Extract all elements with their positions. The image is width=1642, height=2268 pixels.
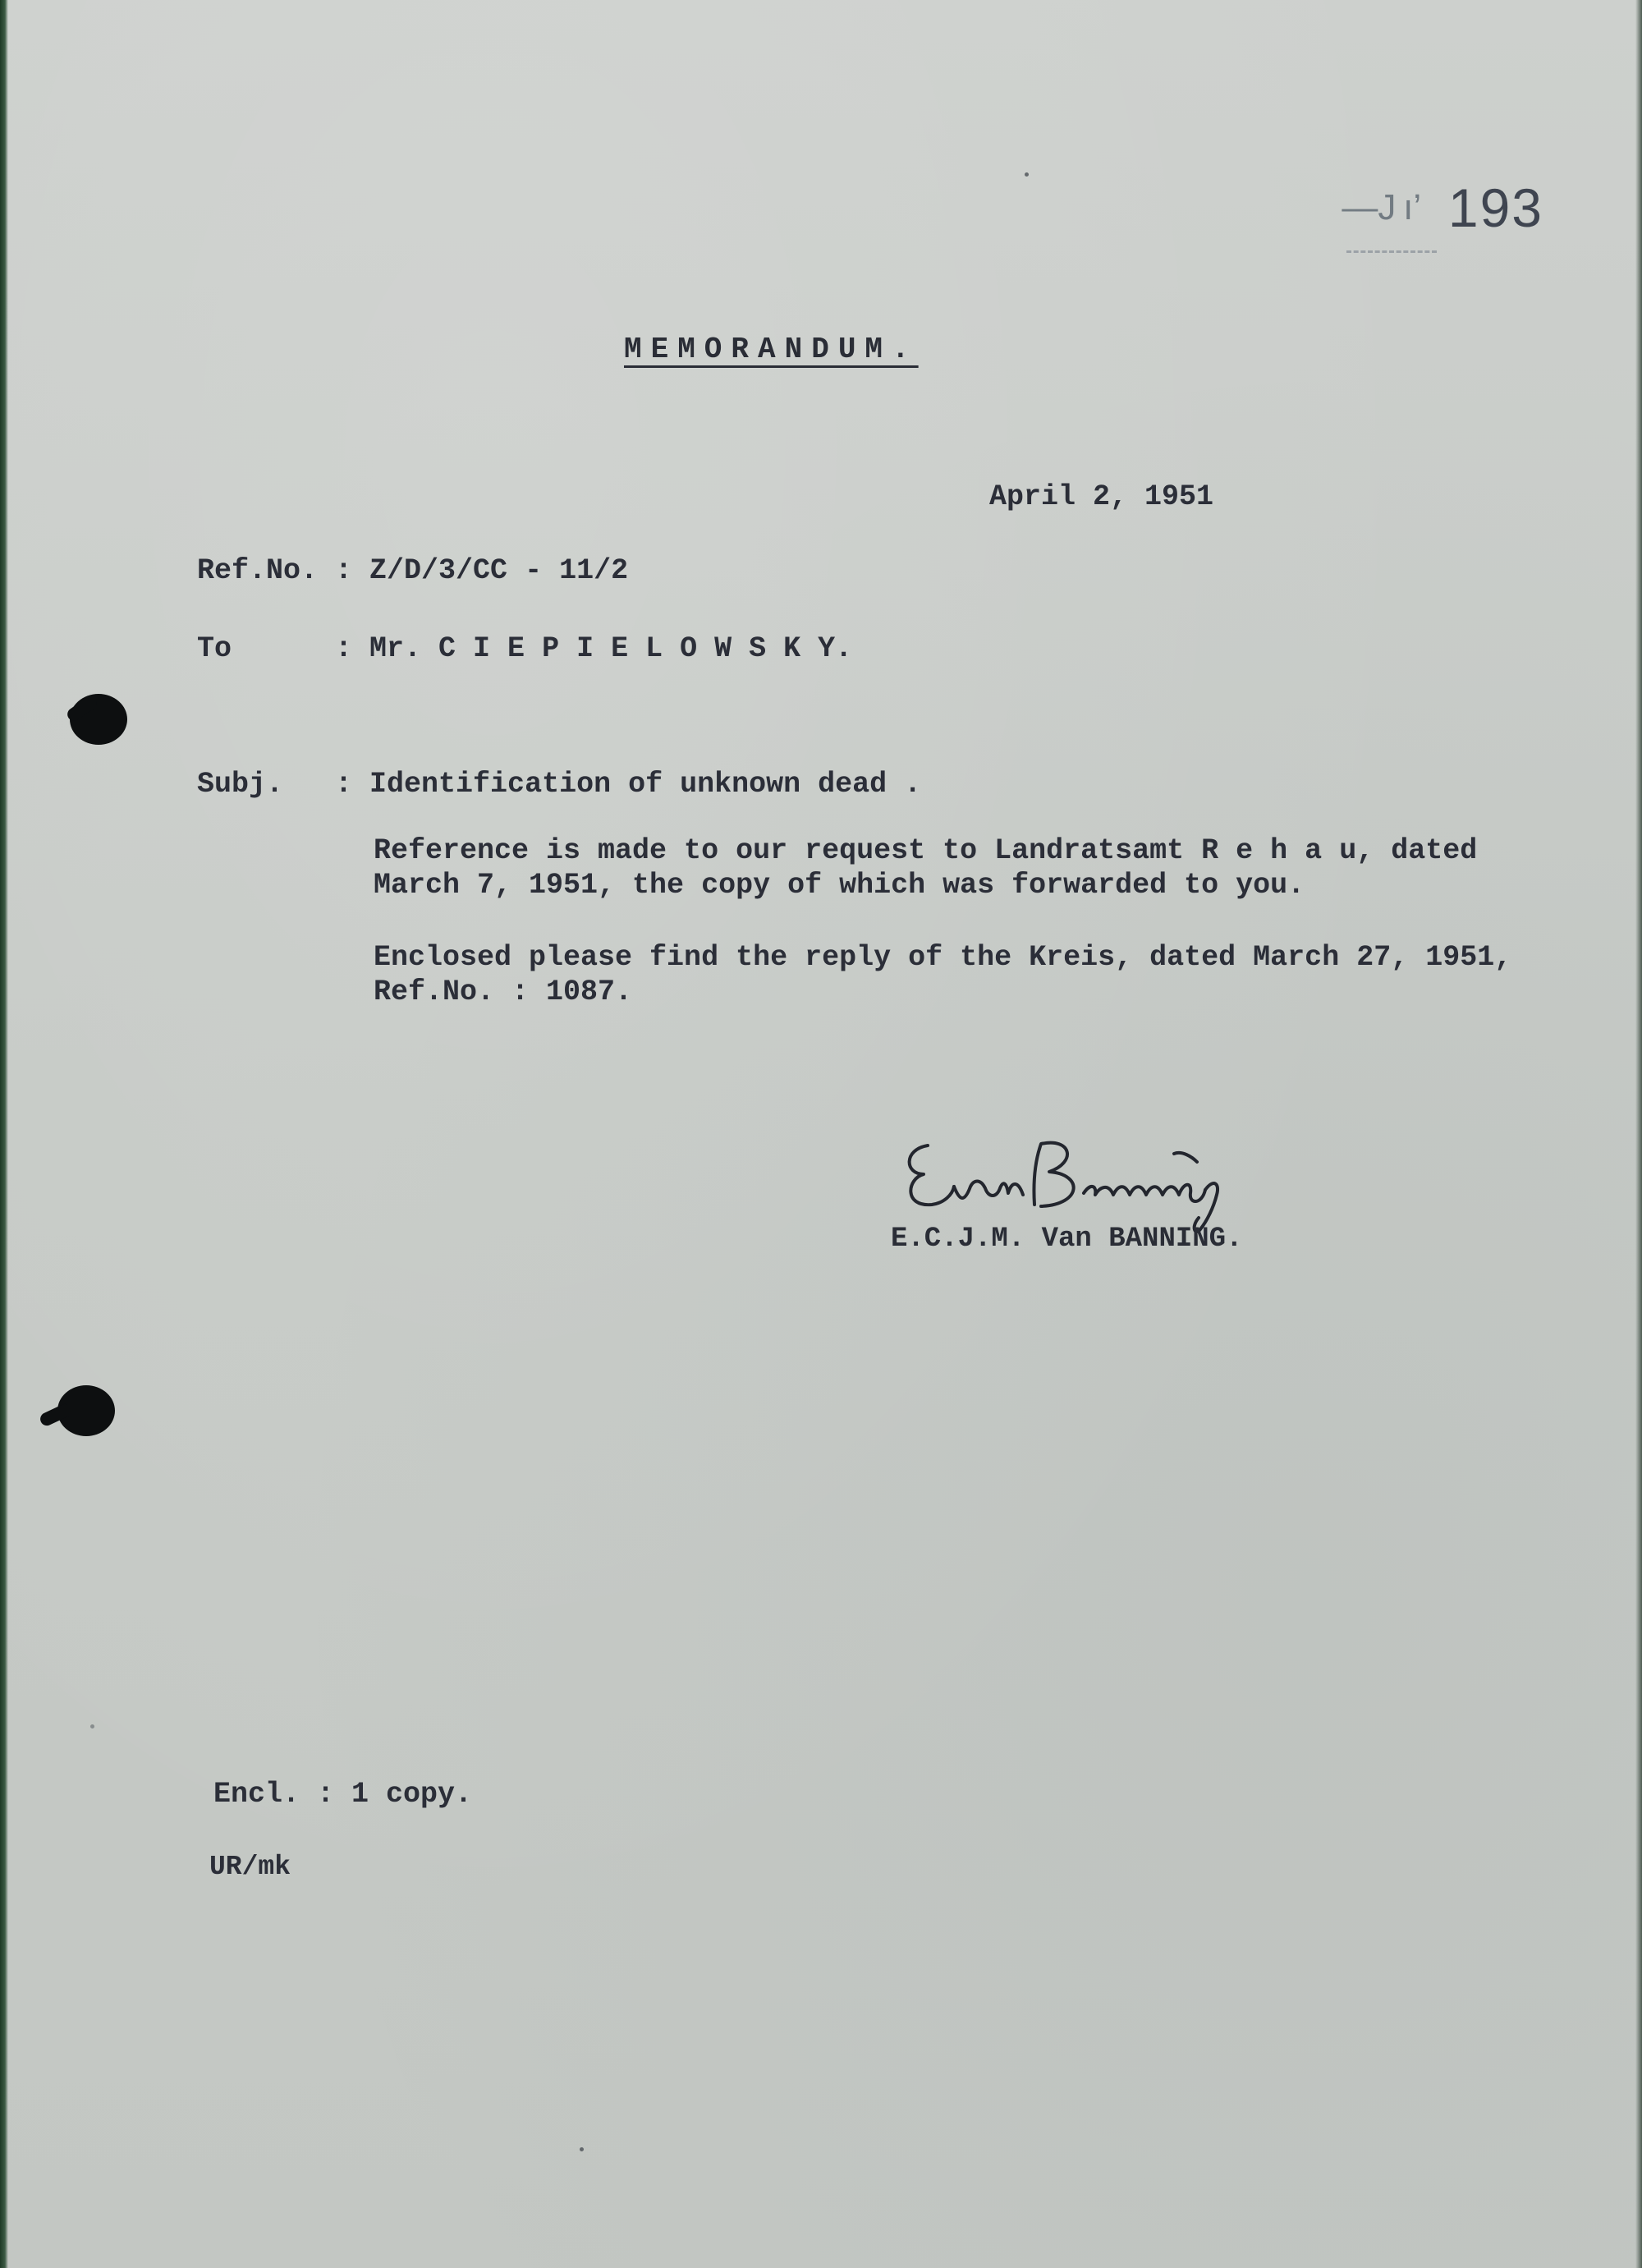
archive-page-number: 193	[1447, 177, 1543, 238]
typist-initials: UR/mk	[209, 1852, 291, 1882]
punch-hole-top	[70, 694, 127, 745]
page-edge-right	[1635, 0, 1642, 2268]
page-edge-left	[0, 0, 8, 2268]
paper-speck	[580, 2147, 584, 2151]
memo-reference: Ref.No. : Z/D/3/CC - 11/2	[197, 554, 629, 587]
memo-body-paragraph-1: Reference is made to our request to Landratsamt R e h a u, dated March 7, 1951, the copy of which was forwarded to you.	[374, 834, 1478, 902]
enclosure-note: Encl. : 1 copy.	[213, 1778, 473, 1811]
signatory-name: E.C.J.M. Van BANNING.	[891, 1224, 1243, 1255]
memo-title: MEMORANDUM.	[624, 333, 919, 366]
handwritten-signature	[895, 1129, 1322, 1236]
memo-body-paragraph-2: Enclosed please find the reply of the Kreis, dated March 27, 1951, Ref.No. : 1087.	[374, 941, 1512, 1008]
archive-stamp-underline	[1346, 250, 1437, 253]
memo-recipient: To : Mr. C I E P I E L O W S K Y.	[197, 632, 853, 665]
memo-date: April 2, 1951	[989, 480, 1214, 513]
paper-speck	[1025, 172, 1029, 177]
archive-stamp-faint: —J ı’	[1342, 187, 1429, 227]
memo-subject: Subj. : Identification of unknown dead .	[197, 768, 922, 801]
paper-speck	[90, 1724, 94, 1729]
